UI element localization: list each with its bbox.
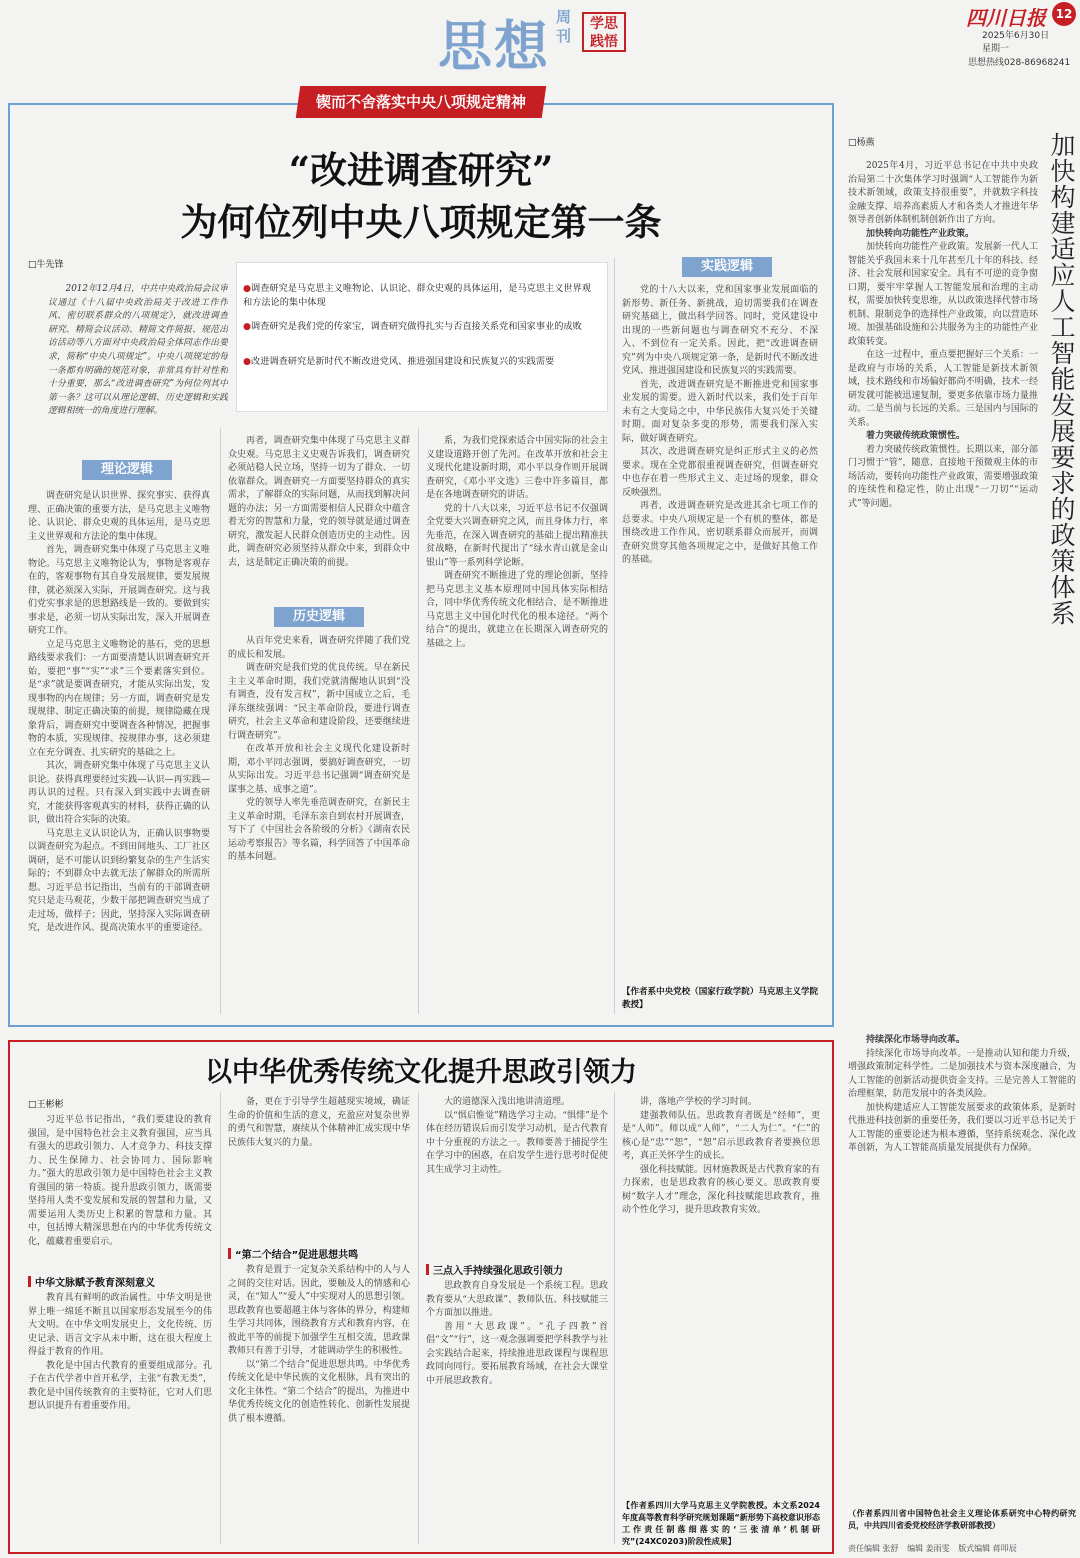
paragraph — [848, 1034, 1076, 1048]
article1-column-3 — [426, 435, 608, 1015]
paragraph: 教育具有鲜明的政治属性。中华文明是世界上唯一绵延不断且以国家形态发展至今的伟大文明。在中华文明发展史上，文化传统、历史记录、语言文字从未中断，这在很大程度上得益于教育的作用。 — [28, 1293, 212, 1357]
weekly-label: 周刊 — [556, 8, 572, 45]
paragraph: 加快构建适应人工智能发展要求的政策体系，是新时代推进科技创新的重要任务，我们要以习近平总书记关于人工智能的重要论述为根本遵循，坚持系统观念、深化改革创新，为人工智能高质量发展提供有力保障。 — [848, 1102, 1076, 1153]
masthead — [0, 0, 1080, 78]
article3-subtitle-3: 持续深化市场导向改革。 — [866, 1035, 966, 1045]
article2-column-1a — [28, 1114, 212, 1270]
paragraph: 善用“大思政课”。“孔子四教”首倡“文”“行”，这一观念强调要把学科教学与社会实践结合起来，持续推进思政课程与课程思政同向同行。要拓展教育场域，在社会大课堂中开展思政教育。 — [426, 1321, 608, 1386]
article1-title-line2: 为何位列中央八项规定第一条 — [180, 200, 662, 244]
paragraph: 教化是中国古代教育的重要组成部分。孔子在古代学者中首开私学，主张“有教无类”，教化是中国传统教育的主要特征，它对人们思想认识提升有着重要作用。 — [28, 1360, 212, 1411]
footer-credits — [848, 1543, 1078, 1554]
article3-subtitle-2: 着力突破传统政策惯性。 — [866, 431, 966, 441]
article1-column-2a — [228, 435, 410, 597]
masthead-section-title: 思想 — [438, 14, 550, 78]
paragraph: 以“惧启惟觉”精选学习主动。“惧悱”是个体在经历错误后而引发学习动机，是古代教育中十分重视的方法之一。教师要善于捕捉学生在学习中的困惑，在启发学生进行思考时促使其生成学习主动性。 — [426, 1110, 608, 1175]
paragraph: 着力突破传统政策惯性。长期以来，部分部门习惯于“管”，随意、直接地干预微观主体的市场活动，要转向功能性产业政策，需要增强政策的连续性和稳定性，防止出现“一刀切”“运动式”等问题。 — [848, 444, 1038, 509]
article1-title-line1: “改进调查研究” — [288, 148, 554, 192]
article2-column-3a — [426, 1096, 608, 1256]
article2-subtitle-1: 中华文脉赋予教育深刻意义 — [28, 1274, 155, 1289]
paragraph: 从百年党史来看，调查研究伴随了我们党的成长和发展。 — [228, 636, 410, 660]
article3-title: 加快构建适应人工智能发展要求的政策体系 — [1047, 132, 1076, 626]
article2-subtitle-2: “第二个结合”促进思想共鸣 — [228, 1246, 358, 1261]
article2-column-3b — [426, 1280, 608, 1548]
banner-text: 锲而不舍落实中央八项规定精神 — [315, 93, 526, 111]
paragraph: 党的领导人率先垂范调查研究，在新民主主义革命时期，毛泽东亲自到农村开展调查，写下了《中国社会各阶级的分析》《湖南农民运动考察报告》等名篇，科学回答了中国革命的基本问题。 — [228, 798, 410, 862]
article1-column-4 — [622, 284, 818, 980]
article3-subtitle-1: 加快转向功能性产业政策。 — [866, 228, 975, 239]
column-rule — [614, 1092, 615, 1544]
layout-name: 姜雨雯 — [925, 1544, 950, 1553]
article2-column-4 — [622, 1096, 820, 1496]
column-rule — [220, 428, 221, 1014]
article2-author: □王彬彬 — [28, 1100, 64, 1110]
article2-title: 以中华优秀传统文化提升思政引领力 — [205, 1057, 637, 1088]
paragraph: 党的十八大以来，党和国家事业发展面临的新形势、新任务、新挑战，迫切需要我们在调查研究基础上，做出科学回答。同时，党风建设中出现的一些新问题也与调查研究不充分、不深入、不到位有一定关系。因此，把“改进调查研究”列为中央八项规定第一条，是新时代不断改进党风、推进强国建设和民族复兴的实践需要。 — [622, 285, 818, 376]
paragraph: 其次，改进调查研究是纠正形式主义的必然要求。现在全党都很重视调查研究，但调查研究中也存在着一些形式主义、走过场的现象，群众反映强烈。 — [622, 447, 818, 498]
tagline-1: 学思 — [590, 16, 618, 32]
paragraph: 首先，调查研究集中体现了马克思主义唯物论。马克思主义唯物论认为，事物是客观存在的，客观事物有其自身发展规律，要发展规律，就必须深入实际，开展调查研究。这与我们党实事求是的思想路线是一致的。要做到实事求是，必须一切从实际出发，深入开展调查研究工作。 — [28, 545, 210, 636]
review-label: 版式编辑 — [958, 1544, 991, 1553]
article3-author: □杨燕 — [848, 138, 875, 148]
paragraph: 再者，调查研究集中体现了马克思主义群众史观。马克思主义史观告诉我们，调查研究必须站稳人民立场，坚持一切为了群众、一切依靠群众。调查研究一方面要坚持群众的真实需求，了解群众的实际问题，从而找到解决问题的办法；另一方面需要相信人民群众中蕴含着无穷的智慧和力量，党的领导就是通过调查研究，激发起人民群众创造历史的主动性。因此，调查研究必须坚持从群众中来，到群众中去，这是制定正确决策的前提。 — [228, 436, 410, 568]
bullet-icon: ● — [243, 356, 252, 367]
paragraph: 在这一过程中，重点要把握好三个关系：一是政府与市场的关系，人工智能是新技术新领域，技术路线和市场偏好都尚不明确，技术一经研发就可能被迅速复制，要更多依靠市场力量推动。二是当前与长远的关系。三是国内与国际的关系。 — [848, 350, 1038, 428]
masthead-tagline-box — [582, 12, 626, 52]
article1-author-note: 【作者系中央党校（国家行政学院）马克思主义学院教授】 — [622, 987, 818, 1010]
paragraph: 大的道德深入浅出地讲清道理。 — [444, 1097, 571, 1107]
highlight-text-2: 调查研究是我们党的传家宝，调查研究做得扎实与否直接关系党和国家事业的成败 — [251, 321, 582, 332]
article1-lead — [48, 283, 228, 425]
paragraph: 其次，调查研究集中体现了马克思主义认识论。获得真理要经过实践—认识—再实践—再认识的过程。只有深入到实践中去调查研究，才能获得客观真实的材料，获得正确的认识，做出符合实际的决策。 — [28, 761, 210, 825]
hotline: 思想热线028-86968241 — [968, 58, 1071, 68]
page-number-badge — [1052, 2, 1076, 26]
article1-author: □牛先锋 — [28, 260, 64, 270]
layout-label: 编辑 — [907, 1544, 924, 1553]
column-rule — [418, 428, 419, 1014]
tagline-2: 践悟 — [590, 34, 618, 50]
article3-author-note: （作者系四川省中国特色社会主义理论体系研究中心特约研究员，中共四川省委党校经济学教研部教授） — [848, 1509, 1076, 1530]
paragraph: 以“第二个结合”促进思想共鸣。中华优秀传统文化是中华民族的文化根脉，具有突出的文化主体性。“第二个结合”的提出，为推进中华优秀传统文化的创造性转化、创新性发展提供了根本遵循。 — [228, 1359, 410, 1424]
paragraph: 马克思主义认识论认为，正确认识事物要以调查研究为起点。不到田间地头、工厂社区调研，是不可能认识到纷繁复杂的生产生活实际的；不到群众中去就无法了解群众的所需所想。习近平总书记指出，当前有的干部调查研究只是走马观花，少数干部把调查研究当成了走过场，做样子；因此，坚持深入实际调查研究，是改进作风、提高决策水平的重要途径。 — [28, 828, 210, 933]
masthead-weekly — [556, 8, 578, 46]
paragraph: 加快转向功能性产业政策。发展新一代人工智能关乎我国未来十几年甚至几十年的科技、经济、社会发展和国家安全。具有不可逆的竞争窗口期，要牢牢掌握人工智能发展和治理的主动权，需要加快转变思维，从以政策选择代替市场机制、限制竞争的选择性产业政策，向以营造环境、加强基础设施和公共服务为主的功能性产业政策转变。 — [848, 242, 1038, 347]
article2-column-2b — [228, 1264, 410, 1548]
column-rule — [220, 1092, 221, 1544]
article1-column-2b — [228, 635, 410, 1015]
article2-subtitle-3: 三点入手持续强化思政引领力 — [426, 1262, 563, 1277]
paragraph: 调查研究不断推进了党的理论创新，坚持把马克思主义基本原理同中国具体实际相结合，同中华优秀传统文化相结合，是不断推进马克思主义中国化时代化的根本途径。“两个结合”的提出，就建立在长期深入调查研究的基础之上。 — [426, 571, 608, 649]
highlight-item — [243, 282, 599, 310]
issue-date: 2025年6月30日 — [982, 31, 1050, 41]
paragraph: 再者，改进调查研究是改进其余七项工作的总要求。中央八项规定是一个有机的整体，都是围绕改进工作作风、密切联系群众而展开，而调查研究贯穿其他各项规定之中，是做好其他工作的基础。 — [622, 501, 818, 565]
paragraph: 教育是置于一定复杂关系结构中的人与人之间的交往对话。因此，要触及人的情感和心灵，在“知人”“爱人”中实现对人的思想引领。思政教育也要超越主体与客体的界分，构建师生学习共同体，围绕教育方式和教育内容，在彼此平等的前提下加强学生互相交流，思政课教师只有善于引导，才能调动学生的积极性。 — [228, 1265, 410, 1356]
highlight-item — [243, 355, 599, 369]
paragraph: 党的十八大以来，习近平总书记不仅强调全党要大兴调查研究之风，而且身体力行，率先垂范，在深入调查研究的基础上提出精准扶贫战略，在新时代提出了“绿水青山就是金山银山”等一系列科学论断。 — [426, 503, 608, 568]
bullet-icon: ● — [243, 321, 252, 332]
paragraph: 在改革开放和社会主义现代化建设新时期，邓小平同志强调，要搞好调查研究，一切从实际出发。习近平总书记强调“调查研究是谋事之基、成事之道”。 — [228, 744, 410, 795]
issue-weekday: 星期一 — [982, 44, 1010, 54]
review-name: 蒋叩辰 — [992, 1544, 1017, 1553]
paragraph: 持续深化市场导向改革。一是推动认知和能力升级，增强政策制定科学性。二是加强技术与资本深度融合，为人工智能的创新活动提供资金支持。三是完善人工智能的治理框架，防范发展中的各类风险。 — [848, 1048, 1076, 1099]
section-head-history: 历史逻辑 — [274, 607, 364, 627]
paragraph: 调查研究是我们党的优良传统。早在新民主主义革命时期，我们党就清醒地认识到“没有调查，没有发言权”，新中国成立之后，毛泽东继续强调：“民主革命阶段，要进行调查研究，社会主义革命和建设阶段，还要继续进行调查研究”。 — [228, 663, 410, 741]
paragraph: 备，更在于引导学生超越现实境域，确证生命的价值和生活的意义，充盈应对复杂世界的勇气和智慧，赓续从个体精神汇成实现中华民族伟大复兴的力量。 — [228, 1097, 410, 1148]
paper-name: 四川日报 — [966, 6, 1046, 30]
paragraph: 习近平总书记指出，“我们要建设的教育强国，是中国特色社会主义教育强国，应当具有强大的思政引领力、人才竞争力、科技支撑力、民生保障力、社会协同力、国际影响力。”强大的思政引领力是中国特色社会主义教育强国的第一特质。提升思政引领力，既需要坚持用人类不变发展和发展的智慧和力量，又需要运用人类历史上积累的智慧和力量。其中，包括博大精深思想在内的中华优秀传统文化，蕴藏着重要启示。 — [28, 1115, 212, 1247]
highlight-item — [243, 320, 599, 334]
paragraph: 调查研究是认识世界、探究事实、获得真理、正确决策的重要方法，是马克思主义唯物论、认识论、群众史观的具体运用，是马克思主义世界观和方法论的集中体现。 — [28, 491, 210, 542]
article3-body-top — [848, 160, 1038, 1026]
paragraph: 系，为我们党探索适合中国实际的社会主义建设道路开创了先河。在改革开放和社会主义现代化建设新时期，邓小平以身作则开展调查研究，《邓小平文选》三卷中许多篇目，都是在各地调查研究的讲话。 — [426, 436, 608, 500]
paragraph: 思政教育自身发展是一个系统工程。思政教育要从“大思政课”、教师队伍、科技赋能三个方面加以推进。 — [426, 1281, 608, 1318]
editor-label: 责任编辑 — [848, 1544, 880, 1553]
column-rule — [418, 1092, 419, 1544]
editor-name: 张舒 — [882, 1544, 899, 1553]
section-head-practice: 实践逻辑 — [682, 257, 772, 277]
paragraph — [848, 228, 1038, 242]
paragraph: 立足马克思主义唯物论的基石，党的思想路线要求我们：一方面要清楚认识调查研究开始，要把“事”“实”“求”三个要素落实到位。是“求”就是要调查研究，才能从实际出发，发现事物的内在规律；另一方面，调查研究是发现规律、制定正确决策的前提，规律隐藏在现象背后，调查研究中要调查各种情况，把握事物的本质，实现规律、按规律办事，这必须建立在充分调查、扎实研究的基础之上。 — [28, 639, 210, 758]
page-number: 12 — [1055, 7, 1073, 21]
paragraph: 讲，落地产学校的学习时间。 — [640, 1097, 758, 1107]
article2-author-note: 【作者系四川大学马克思主义学院教授。本文系2024年度高等教育科学研究规划课题“新形势下高校意识形态工作责任制落细落实的‘三张清单’机制研究”(24XC0203)阶段性成果】 — [622, 1501, 820, 1546]
article1-column-1 — [28, 490, 210, 1014]
paragraph: 2025年4月，习近平总书记在中共中央政治局第二十次集体学习时强调“人工智能作为新技术新领域，政策支持很重要”，并就数字科技金融支撑、培养高素质人才和各类人才推进年华领导者创新体制机制创新作出了方向。 — [848, 161, 1038, 225]
paragraph — [848, 430, 1038, 444]
paragraph: 建强教师队伍。思政教育者既是“经师”，更是“人师”。师以成“人师”，“二人为仁”。“仁”的核心是“忠”“恕”，“恕”启示思政教育者要换位思考，真正关怀学生的成长。 — [622, 1110, 820, 1161]
article2-column-1b — [28, 1292, 212, 1548]
paragraph: 首先，改进调查研究是不断推进党和国家事业发展的需要。进入新时代以来，我们处于百年未有之大变局之中，中华民族伟大复兴处于关键时期。面对复杂多变的形势，需要我们深入实际，做好调查研究。 — [622, 379, 818, 444]
paragraph: 强化科技赋能。因材施教既是古代教育家的有力探索，也是思政教育的核心要义。思政教育要树“数字人才”理念，深化科技赋能思政教育，推动个性化学习，提升思政教育实效。 — [622, 1164, 820, 1215]
section-head-theory: 理论逻辑 — [82, 460, 172, 480]
article3-body-bottom — [848, 1034, 1076, 1502]
bullet-icon: ● — [243, 283, 252, 294]
article2-column-2a — [228, 1096, 410, 1242]
highlight-text-3: 改进调查研究是新时代不断改进党风、推进强国建设和民族复兴的实践需要 — [251, 356, 555, 367]
lead-paragraph: 2012年12月4日，中共中央政治局会议审议通过《十八届中央政治局关于改进工作作风、密切联系群众的八项规定》，就改进调查研究、精简会议活动、精简文件简报、规范出访活动等八方面对中央政治局全体同志作出要求，简称“中央八项规定”。中央八项规定的每一条都有明确的规范对象，非常具有针对性和十分重要，那么“改进调查研究”为何位列其中第一条？这可以从理论逻辑、历史逻辑和实践逻辑相统一的角度进行理解。 — [48, 284, 228, 417]
column-rule — [614, 258, 615, 1014]
highlight-text-1: 调查研究是马克思主义唯物论、认识论、群众史观的具体运用，是马克思主义世界观和方法论的集中体现 — [243, 283, 591, 308]
